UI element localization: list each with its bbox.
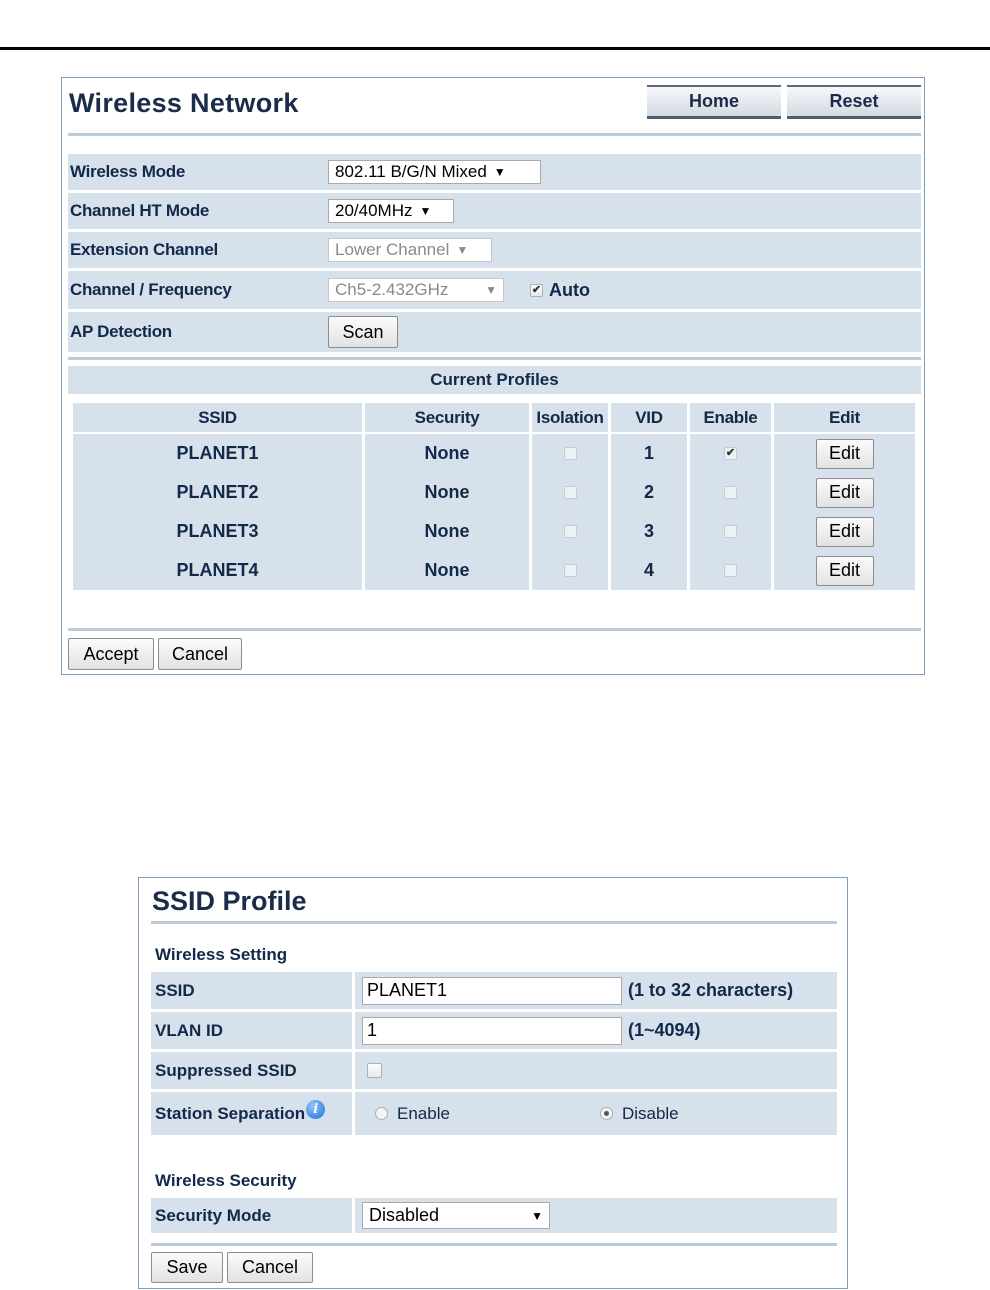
enable-checkbox[interactable] (724, 486, 737, 499)
channel-ht-mode-row (68, 193, 921, 229)
isolation-checkbox[interactable] (564, 447, 577, 460)
wireless-mode-select[interactable]: 802.11 B/G/N Mixed ▼ (328, 160, 541, 184)
table-row (73, 512, 915, 551)
footer-divider (151, 1243, 837, 1246)
ssid-cell: PLANET4 (73, 551, 365, 590)
ssid-cell: PLANET3 (73, 512, 365, 551)
dropdown-arrow-icon: ▼ (493, 165, 506, 179)
column-header-enable: Enable (690, 403, 774, 432)
ssid-cell: PLANET1 (73, 434, 365, 473)
isolation-checkbox[interactable] (564, 564, 577, 577)
enable-radio-label: Enable (397, 1103, 450, 1123)
enable-cell (690, 434, 774, 473)
ssid-profile-panel (138, 877, 848, 1289)
edit-button[interactable]: Edit (816, 517, 874, 547)
ssid-row (151, 972, 837, 1009)
ssid-profile-footer (151, 1252, 313, 1283)
channel-frequency-label: Channel / Frequency (70, 280, 232, 299)
ap-detection-label: AP Detection (70, 322, 172, 341)
auto-checkbox-group[interactable] (530, 280, 590, 301)
ssid-label: SSID (151, 972, 355, 1009)
security-mode-row (151, 1198, 837, 1233)
scan-button[interactable]: Scan (328, 316, 398, 348)
security-cell: None (365, 473, 532, 512)
column-header-isolation: Isolation (532, 403, 611, 432)
profiles-table (73, 403, 915, 590)
dropdown-arrow-icon: ▼ (456, 243, 469, 257)
current-profiles-header: Current Profiles (68, 366, 921, 394)
info-icon[interactable]: i (306, 1100, 325, 1119)
fields-divider (68, 357, 921, 360)
security-cell: None (365, 434, 532, 473)
vid-cell: 3 (611, 512, 690, 551)
isolation-cell (532, 512, 611, 551)
table-row (73, 434, 915, 473)
wireless-security-heading: Wireless Security (155, 1171, 297, 1190)
isolation-checkbox[interactable] (564, 525, 577, 538)
security-mode-select[interactable]: Disabled ▼ (362, 1202, 550, 1229)
extension-channel-select[interactable]: Lower Channel ▼ (328, 238, 492, 262)
table-row (73, 473, 915, 512)
isolation-cell (532, 473, 611, 512)
column-header-ssid: SSID (73, 403, 365, 432)
table-row (73, 551, 915, 590)
cancel-button[interactable]: Cancel (158, 638, 242, 670)
edit-button[interactable]: Edit (816, 478, 874, 508)
home-button[interactable]: Home (647, 85, 781, 119)
vid-cell: 1 (611, 434, 690, 473)
vlan-id-hint: (1~4094) (628, 1020, 701, 1040)
edit-button[interactable]: Edit (816, 556, 874, 586)
auto-checkbox[interactable]: ✔ (531, 283, 542, 296)
ssid-input[interactable] (362, 977, 622, 1005)
security-mode-label: Security Mode (151, 1198, 355, 1233)
isolation-cell (532, 551, 611, 590)
dropdown-arrow-icon: ▼ (531, 1208, 543, 1223)
suppressed-ssid-label: Suppressed SSID (151, 1052, 355, 1089)
security-cell: None (365, 551, 532, 590)
channel-ht-mode-select[interactable]: 20/40MHz ▼ (328, 199, 454, 223)
save-button[interactable]: Save (151, 1252, 223, 1283)
reset-button[interactable]: Reset (787, 85, 921, 119)
column-header-security: Security (365, 403, 532, 432)
cancel-button[interactable]: Cancel (227, 1252, 313, 1283)
enable-cell (690, 473, 774, 512)
page-header-rule (0, 47, 990, 50)
dropdown-arrow-icon: ▼ (419, 204, 432, 218)
column-header-vid: VID (611, 403, 690, 432)
table-header-row (73, 403, 915, 432)
wireless-network-panel (61, 77, 925, 675)
wireless-setting-heading: Wireless Setting (155, 945, 288, 964)
enable-checkbox[interactable] (724, 525, 737, 538)
isolation-checkbox[interactable] (564, 486, 577, 499)
edit-cell (774, 512, 915, 551)
suppressed-ssid-row (151, 1052, 837, 1089)
enable-cell (690, 512, 774, 551)
isolation-cell (532, 434, 611, 473)
ssid-profile-title: SSID Profile (152, 886, 307, 916)
vlan-id-label: VLAN ID (151, 1012, 355, 1049)
ssid-hint: (1 to 32 characters) (628, 980, 794, 1000)
station-separation-row (151, 1092, 837, 1135)
ssid-cell: PLANET2 (73, 473, 365, 512)
vid-cell: 4 (611, 551, 690, 590)
footer-divider (68, 628, 921, 631)
suppressed-ssid-checkbox[interactable] (367, 1063, 382, 1078)
station-separation-label: Station Separation i (151, 1092, 355, 1135)
edit-cell (774, 434, 915, 473)
vlan-id-row (151, 1012, 837, 1049)
wireless-mode-row (68, 154, 921, 190)
edit-cell (774, 473, 915, 512)
column-header-edit: Edit (774, 403, 915, 432)
station-separation-disable-radio[interactable] (600, 1107, 613, 1120)
channel-ht-mode-label: Channel HT Mode (70, 201, 210, 220)
wireless-mode-label: Wireless Mode (70, 162, 185, 181)
page-title: Wireless Network (69, 88, 299, 118)
footer-buttons (68, 638, 242, 670)
edit-button[interactable]: Edit (816, 439, 874, 469)
station-separation-enable-radio[interactable] (375, 1107, 388, 1120)
security-cell: None (365, 512, 532, 551)
enable-checkbox[interactable]: ✔ (725, 447, 736, 459)
accept-button[interactable]: Accept (68, 638, 154, 670)
extension-channel-label: Extension Channel (70, 240, 218, 259)
extension-channel-row (68, 232, 921, 268)
edit-cell (774, 551, 915, 590)
auto-label: Auto (549, 279, 590, 300)
enable-cell (690, 551, 774, 590)
ap-detection-row (68, 312, 921, 352)
channel-frequency-select[interactable]: Ch5-2.432GHz ▼ (328, 278, 504, 302)
vlan-id-input[interactable] (362, 1017, 622, 1045)
title-divider (68, 133, 921, 136)
dropdown-arrow-icon: ▼ (485, 283, 497, 297)
vid-cell: 2 (611, 473, 690, 512)
channel-frequency-row (68, 271, 921, 309)
disable-radio-label: Disable (621, 1103, 679, 1123)
enable-checkbox[interactable] (724, 564, 737, 577)
title-divider (151, 921, 837, 924)
